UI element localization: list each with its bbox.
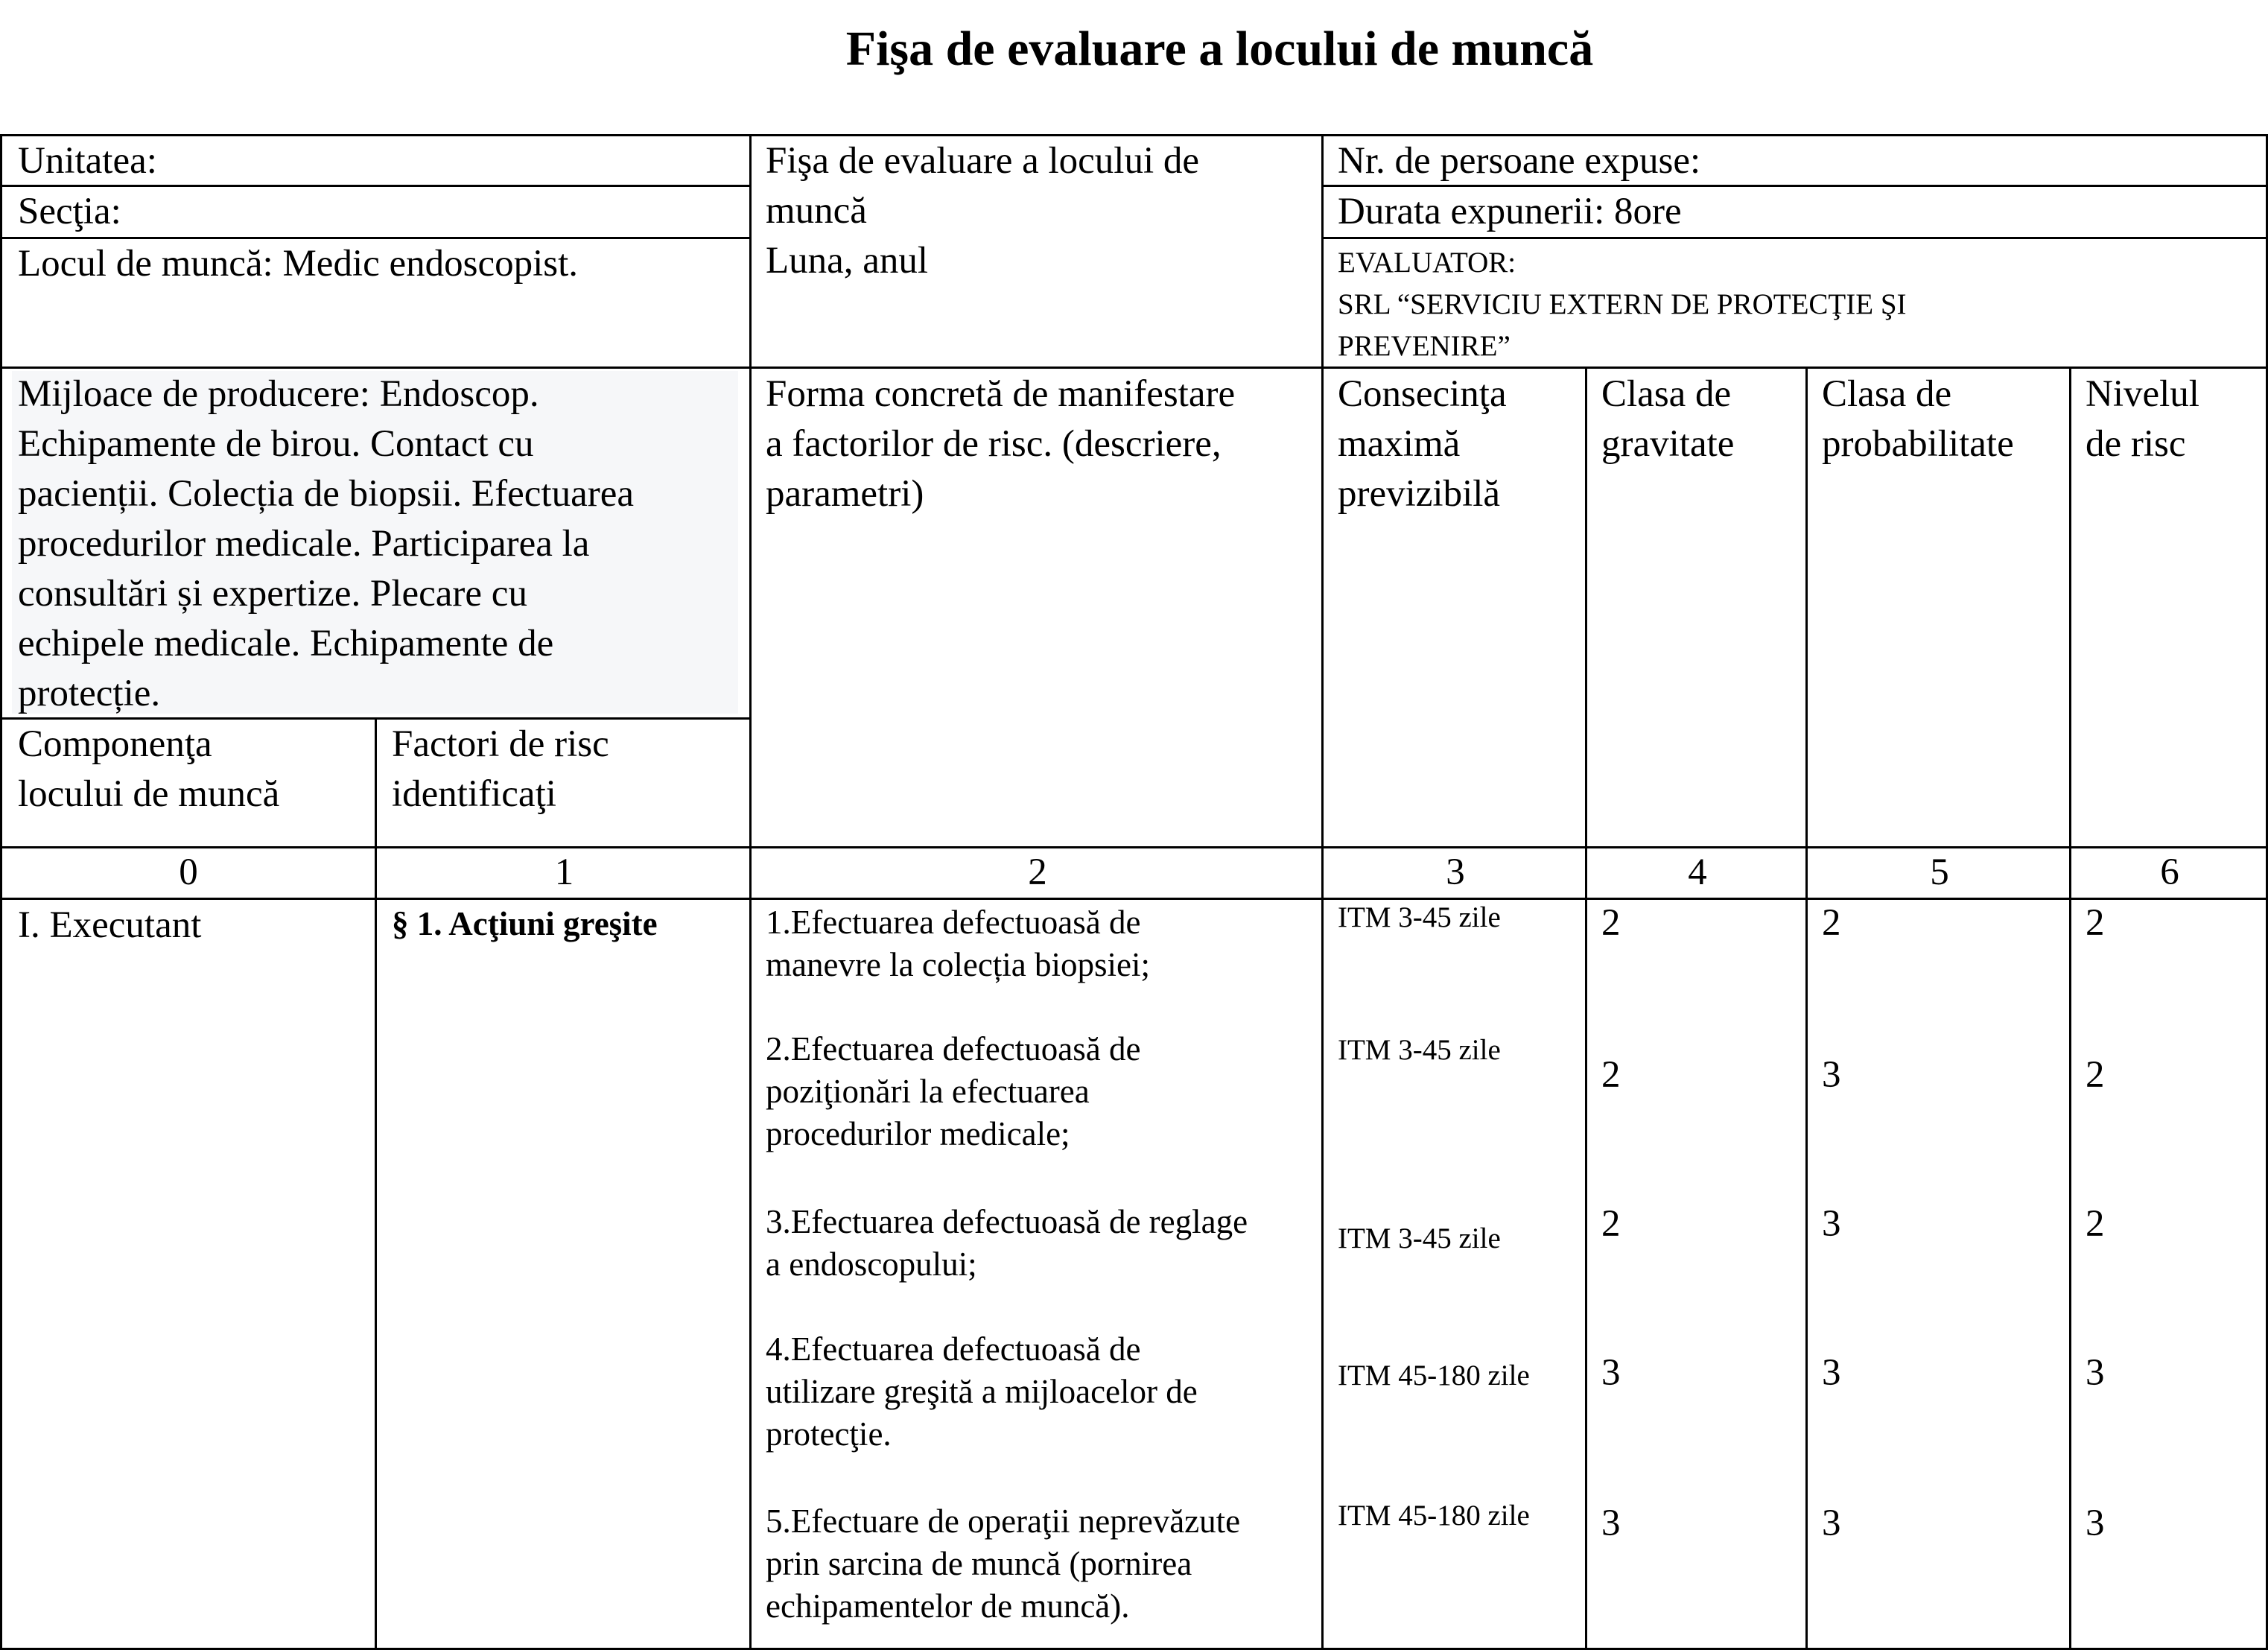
col-number-4: 4	[1688, 851, 1707, 893]
col-number-2: 2	[1028, 851, 1047, 893]
table-row-5-probabilitate: 3	[1822, 1503, 1841, 1544]
header-factori-risc: Factori de risc identificaţi	[392, 723, 609, 815]
factor-actiuni-gresite: § 1. Acţiuni greşite	[392, 905, 658, 942]
table-row-1-consecinta: ITM 3-45 zile	[1338, 901, 1501, 933]
table-row-5-nivel: 3	[2086, 1503, 2105, 1544]
table-row-1-nivel: 2	[2086, 902, 2105, 944]
header-nivel-risc: Nivelul de risc	[2086, 373, 2199, 465]
col-number-1: 1	[554, 851, 574, 893]
table-row-4-consecinta: ITM 45-180 zile	[1338, 1359, 1530, 1392]
table-row-4-probabilitate: 3	[1822, 1352, 1841, 1394]
unitatea-label: Unitatea:	[18, 140, 157, 182]
component-executant: I. Executant	[18, 904, 202, 946]
header-clasa-probabilitate: Clasa de probabilitate	[1822, 373, 2014, 465]
table-row-2-probabilitate: 3	[1822, 1054, 1841, 1096]
locul-de-munca-label: Locul de muncă: Medic endoscopist.	[18, 243, 579, 285]
table-row-3-nivel: 2	[2086, 1203, 2105, 1245]
table-row-2-nivel: 2	[2086, 1054, 2105, 1096]
table-row-1-gravitate: 2	[1601, 902, 1621, 944]
table-row-4-nivel: 3	[2086, 1352, 2105, 1394]
col-number-6: 6	[2160, 851, 2179, 893]
table-row-5-consecinta: ITM 45-180 zile	[1338, 1500, 1530, 1532]
table-row-5-desc: 5.Efectuare de operaţii neprevăzute prin sarcina de muncă (pornirea echipamentelor de muncă).	[766, 1503, 1241, 1625]
table-row-2-consecinta: ITM 3-45 zile	[1338, 1034, 1501, 1066]
table-row-3-desc: 3.Efectuarea defectuoasă de reglage a endoscopului;	[766, 1203, 1248, 1283]
header-clasa-gravitate: Clasa de gravitate	[1601, 373, 1735, 465]
table-row-3-gravitate: 2	[1601, 1203, 1621, 1245]
table-row-4-desc: 4.Efectuarea defectuoasă de utilizare greşită a mijloacelor de protecţie.	[766, 1330, 1198, 1453]
mijloace-de-producere: Mijloace de producere: Endoscop. Echipamente de birou. Contact cu pacienții. Colecția de biopsii. Efectuarea procedurilor medicale. Participarea la consultări și expertize. Plecare cu echipele medicale. Echipamente de protecție.	[18, 373, 634, 714]
table-row-3-consecinta: ITM 3-45 zile	[1338, 1222, 1501, 1254]
col-number-0: 0	[179, 851, 198, 893]
col-number-3: 3	[1446, 851, 1465, 893]
fisa-evaluare-block: Fişa de evaluare a locului de muncă Luna, anul	[766, 140, 1200, 282]
table-row-1-desc: 1.Efectuarea defectuoasă de manevre la colecția biopsiei;	[766, 904, 1151, 983]
table-row-1-probabilitate: 2	[1822, 902, 1841, 944]
header-componenta: Componenţa locului de muncă	[18, 723, 280, 815]
evaluator-block: EVALUATOR: SRL “SERVICIU EXTERN DE PROTECŢIE ŞI PREVENIRE”	[1338, 247, 1907, 362]
table-row-3-probabilitate: 3	[1822, 1203, 1841, 1245]
col-number-5: 5	[1930, 851, 1949, 893]
sectia-label: Secţia:	[18, 191, 121, 232]
table-row-2-gravitate: 2	[1601, 1054, 1621, 1096]
durata-expunerii-label: Durata expunerii: 8ore	[1338, 191, 1682, 232]
nr-persoane-label: Nr. de persoane expuse:	[1338, 140, 1701, 182]
table-row-4-gravitate: 3	[1601, 1352, 1621, 1394]
header-consecinta: Consecinţa maximă previzibilă	[1338, 373, 1507, 515]
page-title: Fişa de evaluare a locului de muncă	[845, 22, 1594, 76]
table-row-2-desc: 2.Efectuarea defectuoasă de poziţionări la efectuarea procedurilor medicale;	[766, 1030, 1141, 1152]
header-forma-concreta: Forma concretă de manifestare a factorilor de risc. (descriere, parametri)	[766, 373, 1236, 515]
table-row-5-gravitate: 3	[1601, 1503, 1621, 1544]
